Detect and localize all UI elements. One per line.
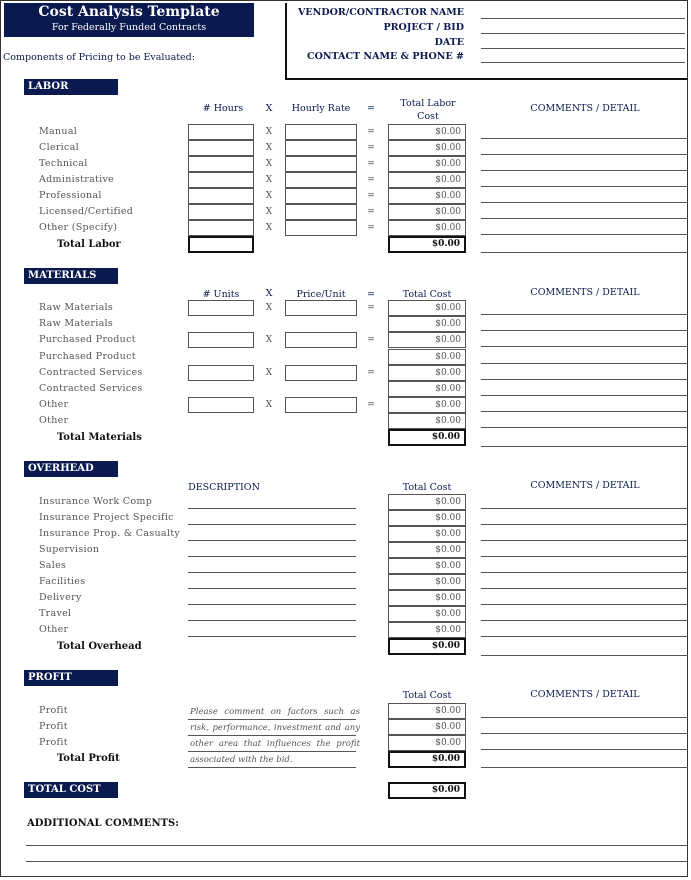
cost-value: $0.00 (388, 365, 466, 381)
description-input[interactable] (188, 572, 356, 573)
quantity-input[interactable] (188, 188, 254, 204)
cost-value: $0.00 (388, 703, 466, 719)
quantity-input[interactable] (188, 332, 254, 348)
multiply-sign: X (265, 175, 273, 185)
comment-line[interactable] (481, 620, 688, 621)
profit-total-header: Total Cost (402, 690, 452, 701)
profit-note: Please comment on factors such as risk, performance, investment and any other area that influences the profit associated with the bid. (190, 707, 360, 765)
profit-comments-header: COMMENTS / DETAIL (530, 689, 640, 700)
materials-total-header: Total Cost (402, 289, 452, 300)
materials-units-header: # Units (202, 289, 240, 300)
equals-sign: = (367, 400, 375, 411)
note-line (188, 751, 356, 752)
additional-comments-label: ADDITIONAL COMMENTS: (27, 818, 179, 829)
comment-line[interactable] (481, 508, 688, 509)
equals-sign: = (367, 367, 375, 378)
cost-value: $0.00 (388, 526, 466, 542)
quantity-input[interactable] (188, 124, 254, 140)
comment-line[interactable] (481, 218, 688, 219)
multiply-sign: X (265, 143, 273, 153)
comment-line[interactable] (481, 330, 688, 331)
equals-sign: = (367, 303, 375, 313)
comment-line[interactable] (481, 446, 688, 447)
row-label: Contracted Services (39, 366, 143, 378)
cost-value: $0.00 (388, 558, 466, 574)
row-label: Other (39, 415, 69, 427)
equals-sign: = (367, 143, 375, 153)
cost-value: $0.00 (388, 349, 466, 365)
row-label: Other (39, 399, 69, 411)
page-title: Cost Analysis Template (38, 4, 220, 20)
comment-line[interactable] (481, 556, 688, 557)
multiply-sign: X (265, 159, 273, 169)
row-label: Profit (39, 737, 68, 748)
comment-line[interactable] (481, 588, 688, 589)
total-materials-label: Total Materials (57, 432, 142, 443)
cost-value: $0.00 (388, 316, 466, 332)
row-label: Other (Specify) (39, 222, 118, 233)
description-input[interactable] (188, 636, 356, 637)
comment-line[interactable] (481, 427, 688, 428)
cost-value: $0.00 (388, 220, 466, 236)
comment-line[interactable] (481, 604, 688, 605)
row-label: Delivery (39, 592, 82, 603)
cost-value: $0.00 (388, 204, 466, 220)
cost-value: $0.00 (388, 510, 466, 526)
row-label: Facilities (39, 576, 86, 587)
cost-value: $0.00 (388, 300, 466, 316)
materials-x-header: X (265, 288, 273, 299)
quantity-input[interactable] (188, 140, 254, 156)
comment-line[interactable] (481, 733, 688, 734)
description-input[interactable] (188, 540, 356, 541)
multiply-sign: X (265, 207, 273, 217)
row-label: Administrative (39, 174, 115, 185)
labor-eq-header: = (367, 103, 375, 114)
rate-input[interactable] (285, 397, 357, 413)
cost-value: $0.00 (388, 397, 466, 413)
comment-line[interactable] (481, 234, 688, 235)
materials-comments-header: COMMENTS / DETAIL (530, 287, 640, 298)
overhead-total-header: Total Cost (402, 482, 452, 493)
multiply-sign: X (265, 367, 273, 378)
equals-sign: = (367, 335, 375, 346)
rate-input[interactable] (285, 220, 357, 236)
overhead-section-title: OVERHEAD (24, 461, 118, 477)
comment-line[interactable] (481, 767, 688, 768)
quantity-input[interactable] (188, 156, 254, 172)
cost-value: $0.00 (388, 124, 466, 140)
quantity-input[interactable] (188, 172, 254, 188)
materials-price-header: Price/Unit (296, 289, 346, 300)
comment-line[interactable] (481, 655, 688, 656)
vendor-name-field[interactable] (481, 18, 685, 19)
cost-value: $0.00 (388, 140, 466, 156)
cost-value: $0.00 (388, 172, 466, 188)
contact-field[interactable] (481, 62, 685, 63)
labor-x-header: X (265, 103, 273, 114)
row-label: Raw Materials (39, 302, 114, 313)
total-overhead-label: Total Overhead (57, 641, 142, 652)
note-line (188, 719, 356, 720)
cost-value: $0.00 (388, 188, 466, 204)
multiply-sign: X (265, 191, 273, 201)
row-label: Travel (39, 608, 72, 619)
rate-input[interactable] (285, 172, 357, 188)
description-input[interactable] (188, 604, 356, 605)
quantity-input[interactable] (188, 365, 254, 381)
total-labor-cost: $0.00 (388, 236, 466, 253)
row-label: Technical (39, 158, 88, 169)
row-label: Profit (39, 705, 68, 716)
description-input[interactable] (188, 508, 356, 509)
description-input[interactable] (188, 556, 356, 557)
comment-line[interactable] (481, 749, 688, 750)
cost-value: $0.00 (388, 332, 466, 348)
comment-line[interactable] (481, 346, 688, 347)
comment-line[interactable] (481, 524, 688, 525)
comment-line[interactable] (481, 540, 688, 541)
quantity-input[interactable] (188, 300, 254, 316)
cost-value: $0.00 (388, 735, 466, 751)
quantity-input[interactable] (188, 220, 254, 236)
materials-section-title: MATERIALS (24, 268, 118, 284)
additional-comments-line[interactable] (26, 861, 687, 862)
date-label: DATE (434, 37, 464, 48)
row-label: Other (39, 624, 69, 635)
comment-line[interactable] (481, 154, 688, 155)
equals-sign: = (367, 175, 375, 185)
overhead-desc-header: DESCRIPTION (188, 482, 260, 493)
row-label: Clerical (39, 142, 79, 153)
comment-line[interactable] (481, 186, 688, 187)
row-label: Manual (39, 126, 78, 137)
labor-rate-header: Hourly Rate (291, 103, 351, 114)
row-label: Raw Materials (39, 318, 114, 330)
row-label: Licensed/Certified (39, 206, 134, 217)
cost-value: $0.00 (388, 381, 466, 397)
project-field[interactable] (481, 33, 685, 34)
title-banner (4, 3, 254, 37)
labor-section-title: LABOR (24, 79, 118, 95)
equals-sign: = (367, 223, 375, 233)
quantity-input[interactable] (188, 204, 254, 220)
row-label: Sales (39, 560, 67, 571)
multiply-sign: X (265, 223, 273, 233)
rate-input[interactable] (285, 156, 357, 172)
labor-comments-header: COMMENTS / DETAIL (530, 103, 640, 114)
total-profit-label: Total Profit (57, 753, 120, 764)
contact-label: CONTACT NAME & PHONE # (307, 51, 464, 62)
rate-input[interactable] (285, 204, 357, 220)
cost-value: $0.00 (388, 542, 466, 558)
comment-line[interactable] (481, 202, 688, 203)
comment-line[interactable] (481, 314, 688, 315)
comment-line[interactable] (481, 572, 688, 573)
grand-total-cost: $0.00 (388, 782, 466, 799)
note-line (188, 735, 356, 736)
cost-value: $0.00 (388, 719, 466, 735)
comment-line[interactable] (481, 636, 688, 637)
multiply-sign: X (265, 400, 273, 411)
row-label: Purchased Product (39, 350, 136, 362)
page-subtitle: For Federally Funded Contracts (51, 22, 207, 33)
multiply-sign: X (265, 303, 273, 313)
labor-total-header: Total Labor Cost (400, 98, 456, 122)
cost-value: $0.00 (388, 622, 466, 638)
comment-line[interactable] (481, 717, 688, 718)
total-overhead-cost: $0.00 (388, 638, 466, 655)
comment-line[interactable] (481, 379, 688, 380)
row-label: Insurance Project Specific (39, 512, 174, 523)
equals-sign: = (367, 191, 375, 201)
cost-value: $0.00 (388, 494, 466, 510)
comment-line[interactable] (481, 138, 688, 139)
comment-line[interactable] (481, 170, 688, 171)
date-field[interactable] (481, 48, 685, 49)
row-label: Insurance Prop. & Casualty (39, 528, 181, 539)
total-labor-label: Total Labor (57, 239, 121, 250)
cost-value: $0.00 (388, 574, 466, 590)
equals-sign: = (367, 207, 375, 217)
total-profit-cost: $0.00 (388, 751, 466, 768)
multiply-sign: X (265, 127, 273, 137)
row-label: Profit (39, 721, 68, 732)
cost-value: $0.00 (388, 156, 466, 172)
rate-input[interactable] (285, 300, 357, 316)
description-input[interactable] (188, 588, 356, 589)
cost-value: $0.00 (388, 606, 466, 622)
grand-total-label: TOTAL COST (24, 782, 118, 798)
vendor-label: VENDOR/CONTRACTOR NAME (298, 7, 464, 18)
row-label: Insurance Work Comp (39, 496, 153, 507)
components-text: Components of Pricing to be Evaluated: (3, 52, 195, 63)
overhead-comments-header: COMMENTS / DETAIL (530, 480, 640, 491)
materials-eq-header: = (367, 289, 375, 300)
rate-input[interactable] (285, 188, 357, 204)
total-hours-box (188, 236, 254, 253)
cost-value: $0.00 (388, 590, 466, 606)
equals-sign: = (367, 159, 375, 169)
equals-sign: = (367, 127, 375, 137)
description-input[interactable] (188, 620, 356, 621)
additional-comments-line[interactable] (26, 845, 687, 846)
labor-hours-header: # Hours (202, 103, 244, 114)
row-label: Purchased Product (39, 334, 136, 346)
comment-line[interactable] (481, 395, 688, 396)
row-label: Supervision (39, 544, 100, 555)
comment-line[interactable] (481, 252, 688, 253)
rate-input[interactable] (285, 140, 357, 156)
quantity-input[interactable] (188, 397, 254, 413)
note-line (188, 767, 356, 768)
cost-value: $0.00 (388, 413, 466, 429)
total-materials-cost: $0.00 (388, 429, 466, 446)
rate-input[interactable] (285, 332, 357, 348)
project-label: PROJECT / BID (383, 22, 464, 33)
multiply-sign: X (265, 335, 273, 346)
profit-section-title: PROFIT (24, 670, 118, 686)
comment-line[interactable] (481, 363, 688, 364)
row-label: Professional (39, 190, 102, 201)
comment-line[interactable] (481, 411, 688, 412)
rate-input[interactable] (285, 124, 357, 140)
row-label: Contracted Services (39, 383, 143, 394)
rate-input[interactable] (285, 365, 357, 381)
description-input[interactable] (188, 524, 356, 525)
